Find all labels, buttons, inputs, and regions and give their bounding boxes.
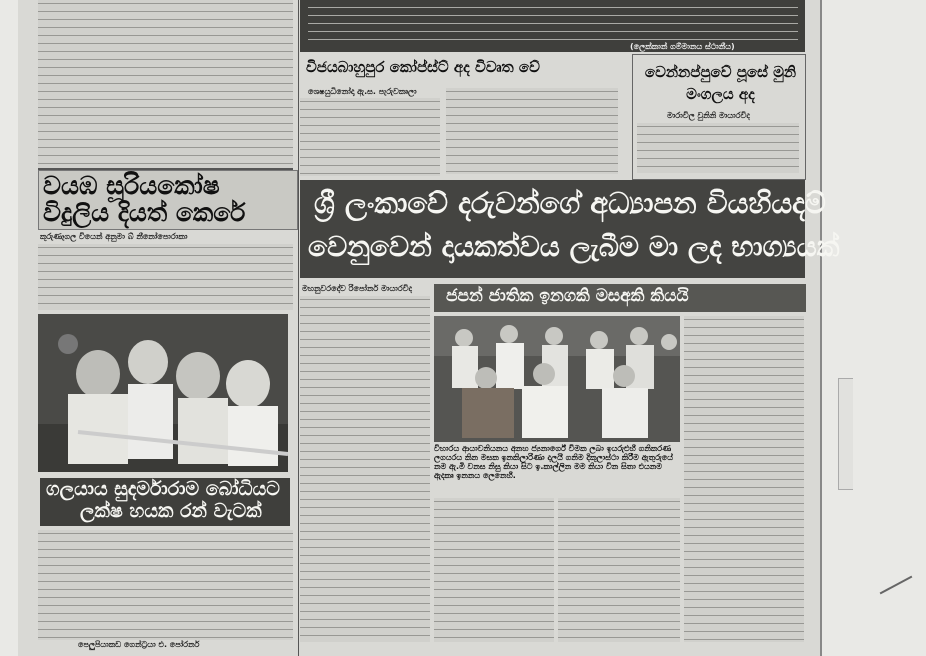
japan-subheadline-box [434, 284, 806, 312]
main-group-photo [434, 316, 680, 442]
main-story-body-col3 [558, 498, 680, 642]
main-photo-caption: විහාරය ආයාවනියනය අනහ ජ්‍යනාර්ගේ වීමක ලබා ඉයරුළුහී ගනිකරණ ලගයරය කින මසක ඉනකිලාරිණා දලයී ගනිම දිකුලාස්ථා කිරීම ඇතුරුයේ නම ඇ.මි වනස නිසු කියා සිට ඉ.කාල්ලින මම කියා වින සිතා එයනම ඇදකෘ ඉනනය ලෙනෙහී. [434, 444, 673, 480]
main-headline-box [300, 180, 840, 278]
wayamba-body-text [38, 244, 293, 310]
newspaper-page [18, 0, 840, 656]
top-dark-story-text [308, 4, 798, 42]
wayamba-headline-line2: විදුලිය දියත් කෙරේ [43, 198, 246, 227]
column-rule [298, 0, 299, 656]
japan-subheadline: ජපන් ජාතික ඉනගකි මසඅකි කියයි [446, 286, 689, 306]
wayamba-byline: කුරුණෑගල වියෙන් අනුමා බ් නීනෝපොරාකා [40, 232, 188, 241]
galagaya-headline-line1: ගලයාය සුදර්මාරාම බෝධියට [46, 478, 280, 500]
top-dark-story-label: (ලෙක්කාන් ගම්මානය ස්ථානීය) [630, 42, 735, 51]
galagaya-byline: පෙලුපියාකඩ ගෙන්ට්‍රයා එ. පෝරනර් [78, 640, 200, 649]
vennappuwa-body [637, 123, 799, 173]
main-headline-line2: වෙනුවෙන් දායකත්වය ලැබීම මා ලද භාග්‍යයක් [308, 230, 840, 263]
galagaya-headline-box [40, 478, 290, 526]
left-ceremony-photo [38, 314, 288, 472]
main-story-byline: මහනුවරදේව රිපෝනර් මායාරවිද [302, 284, 413, 293]
galagaya-headline-line2: ලක්ෂ හයක රන් වැටක් [80, 500, 262, 522]
main-story-body-col4 [684, 316, 804, 642]
vijayabahu-headline: විජයබාහුපුර කෝප්ස්ට් අද විවෘත වේ [306, 58, 540, 76]
pen-mark [880, 576, 913, 595]
binder-side-tab [838, 378, 853, 490]
vijayabahu-body-left [300, 98, 440, 176]
left-top-text [38, 0, 293, 168]
main-headline-line1: ශ්‍රී ලංකාවේ දරුවන්ගේ අධ්‍යාපන වියහියදම් [314, 186, 826, 220]
top-dark-story [300, 0, 805, 52]
group-photo-drawing [434, 316, 680, 442]
vennappuwa-box [632, 54, 806, 180]
vennappuwa-byline: මාරාවිල වුනිනි මායාරවිද [667, 111, 750, 120]
main-story-body-col1 [300, 296, 430, 642]
wayamba-headline-line1: වයඹ සූරියකෝෂ [43, 171, 220, 200]
vijayabahu-byline: ශෙෂයුධිනෝදා ඇ.ස. පැරුවකෘලා [308, 87, 417, 96]
ceremony-photo-drawing [38, 314, 288, 472]
main-story-body-col2 [434, 498, 554, 642]
vennappuwa-headline: වෙන්නප්පුවේ පූසේ මුනි මංගලය අද [644, 63, 797, 103]
galagaya-body-text [38, 530, 293, 640]
wayamba-headline-box [38, 170, 298, 230]
vijayabahu-body-right [446, 88, 618, 174]
